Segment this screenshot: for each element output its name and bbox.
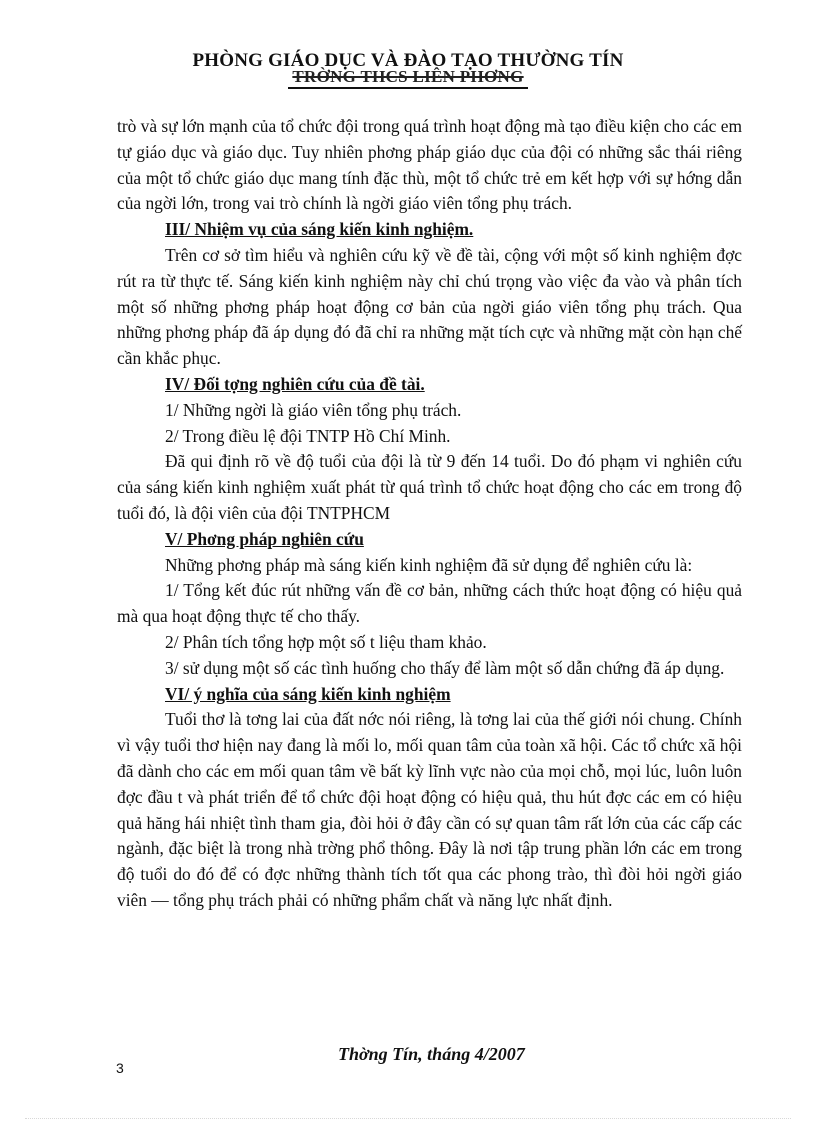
section-3-paragraph: Trên cơ sở tìm hiểu và nghiên cứu kỹ về đề tài, cộng với một số kinh nghiệm đợc rút ra từ thực tế. Sáng kiến kinh nghiệm này chỉ chú trọng vào việc đa vào và phân tích một số những phơng pháp hoạt động cơ bản của ngời giáo viên tổng phụ trách. Qua những phơng pháp đã áp dụng đó đã chỉ ra những mặt tích cực và những mặt còn hạn chế cần khắc phục.	[117, 244, 742, 369]
section-5-item-3: 3/ sử dụng một số các tình huống cho thấy để làm một số dẫn chứng đã áp dụng.	[165, 657, 725, 678]
section-4-item-1: 1/ Những ngời là giáo viên tổng phụ trách.	[165, 399, 462, 420]
intro-paragraph: trò và sự lớn mạnh của tổ chức đội trong quá trình hoạt động mà tạo điều kiện cho các em tự giáo dục và giáo dục. Tuy nhiên phơng pháp giáo dục của đội có những sắc thái riêng của một tổ chức giáo dục mang tính đặc thù, một tổ chức trẻ em kết hợp với sự hớng dẫn của ngời lớn, trong vai trò chính là ngời giáo viên tổng phụ trách.	[117, 116, 742, 214]
section-5-item-2: 2/ Phân tích tổng hợp một số t liệu tham khảo.	[165, 631, 487, 652]
section-3-heading: III/ Nhiệm vụ của sáng kiến kinh nghiệm.	[165, 219, 474, 240]
section-5-item-1: 1/ Tổng kết đúc rút những vấn đề cơ bản, những cách thức hoạt động có hiệu quả mà qua hoạt động thực tế cho thấy.	[117, 580, 742, 627]
header-department: PHÒNG GIÁO DỤC VÀ ĐÀO TẠO THƯỜNG TÍN	[192, 50, 624, 71]
section-4-item-2: 2/ Trong điều lệ đội TNTP Hồ Chí Minh.	[165, 425, 451, 446]
page-number: 3	[116, 1060, 124, 1076]
footer-rule	[25, 1118, 791, 1119]
section-6-heading: VI/ ý nghĩa của sáng kiến kinh nghiệm	[165, 683, 451, 704]
date-line: Thờng Tín, tháng 4/2007	[338, 1044, 525, 1064]
section-4-paragraph: Đã qui định rõ về độ tuổi của đội là từ 9 đến 14 tuổi. Do đó phạm vi nghiên cứu của sáng kiến kinh nghiệm xuất phát từ quá trình tổ chức hoạt động cho các em trong độ tuổi đó, là đội viên của đội TNTPHCM	[117, 451, 742, 523]
header-school: TRỜNG THCS LIÊN PHƠNG	[288, 67, 527, 89]
document-body	[117, 114, 742, 914]
section-4-heading: IV/ Đối tợng nghiên cứu của đề tài.	[165, 373, 425, 394]
header-school-wrapper	[0, 67, 816, 87]
section-5-heading: V/ Phơng pháp nghiên cứu	[165, 528, 364, 549]
section-5-paragraph: Những phơng pháp mà sáng kiến kinh nghiệm đã sử dụng để nghiên cứu là:	[165, 554, 693, 575]
section-6-paragraph: Tuổi thơ là tơng lai của đất nớc nói riêng, là tơng lai của thế giới nói chung. Chính vì vậy tuổi thơ hiện nay đang là mối lo, mối quan tâm của toàn xã hội. Các tổ chức xã hội đã dành cho các em mối quan tâm về bất kỳ lĩnh vực nào của mọi chỗ, mọi lúc, luôn luôn đợc đầu t và phát triển để tổ chức đội hoạt động có hiệu quả, thu hút đợc các em có hiệu quả hăng hái nhiệt tình tham gia, đòi hỏi ở đây cần có sự quan tâm rất lớn của các cấp các ngành, đặc biệt là trong nhà trờng phổ thông. Đây là nơi tập trung phần lớn các em trong độ tuổi do đó để có đợc những thành tích tốt qua các phong trào, thì đòi hỏi ngời giáo viên — tổng phụ trách phải có những phẩm chất và năng lực nhất định.	[117, 709, 742, 910]
